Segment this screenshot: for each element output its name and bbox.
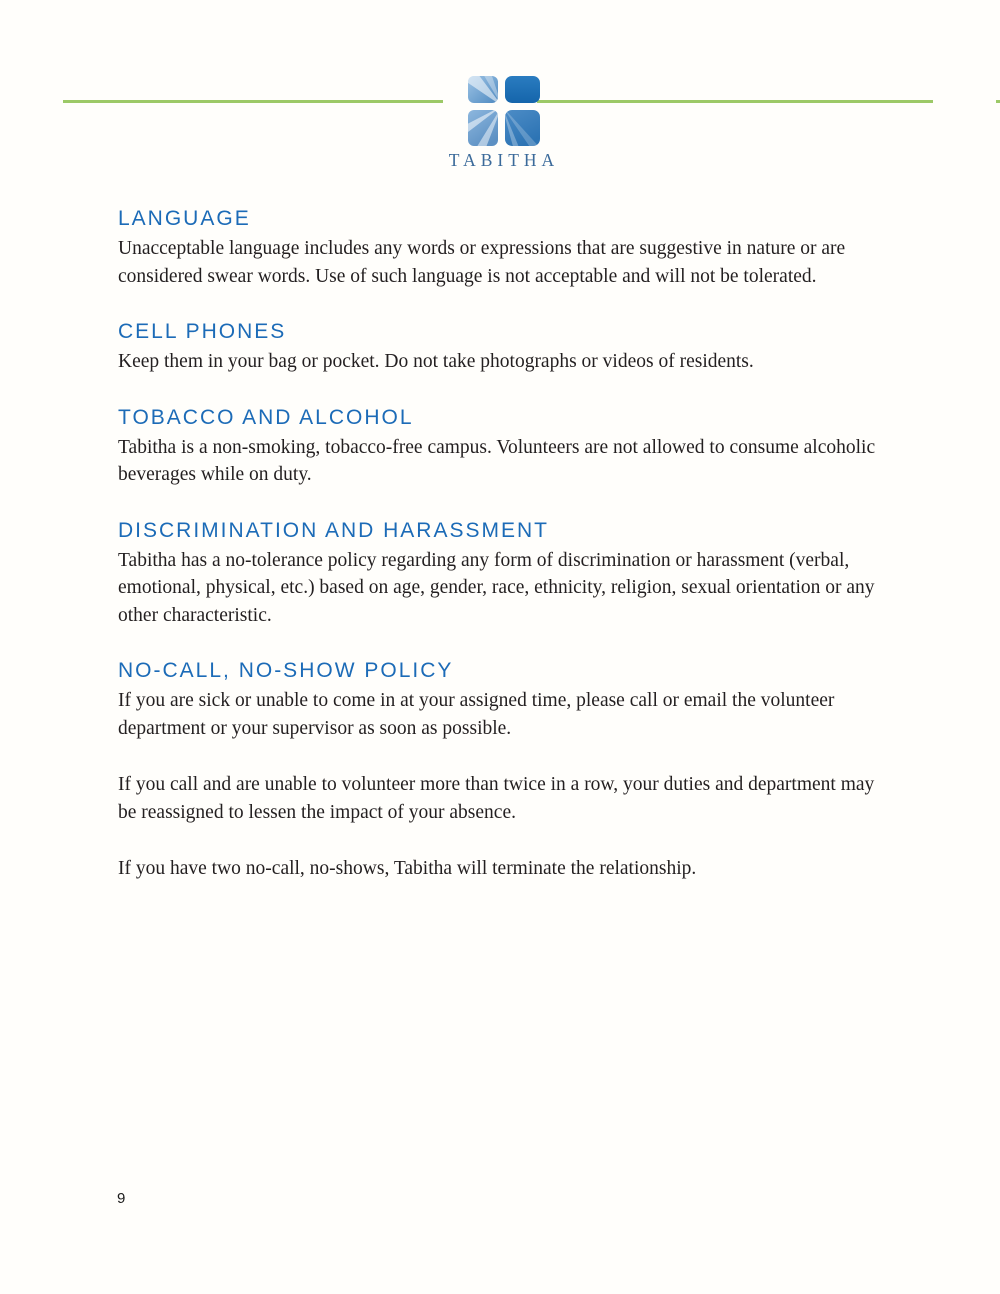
section-heading: TOBACCO AND ALCOHOL (118, 405, 414, 429)
section-discrimination-harassment (118, 519, 884, 630)
section-heading: DISCRIMINATION AND HARASSMENT (118, 518, 549, 542)
section-tobacco-alcohol (118, 406, 884, 489)
tabitha-wordmark: TABITHA (448, 150, 560, 170)
tabitha-logo-icon (468, 76, 540, 146)
section-paragraph: If you have two no-call, no-shows, Tabitha will terminate the relationship. (118, 858, 697, 879)
section-paragraph: Tabitha has a no-tolerance policy regarding any form of discrimination or harassment (verbal, emotional, physical, etc.) based on age, gender, race, ethnicity, religion, sexual orientation or any other characteristic. (118, 549, 875, 626)
header-rule-left (63, 100, 443, 103)
section-heading: NO-CALL, NO-SHOW POLICY (118, 659, 454, 682)
page-content (118, 207, 884, 913)
section-paragraph: If you are sick or unable to come in at your assigned time, please call or email the volunteer department or your supervisor as soon as possible. (118, 690, 835, 739)
section-paragraph: Keep them in your bag or pocket. Do not take photographs or videos of residents. (118, 351, 754, 372)
section-language (118, 207, 884, 290)
header-rule-right-fragment (996, 100, 1000, 103)
section-heading: LANGUAGE (118, 207, 251, 230)
page-number: 9 (117, 1190, 126, 1207)
section-paragraph: If you call and are unable to volunteer more than twice in a row, your duties and department may be reassigned to lessen the impact of your absence. (118, 774, 875, 823)
section-paragraph: Unacceptable language includes any words or expressions that are suggestive in nature or are considered swear words. Use of such language is not acceptable and will not be tolerated. (118, 238, 846, 287)
section-cell-phones (118, 320, 884, 376)
section-heading: CELL PHONES (118, 320, 287, 343)
header-rule-right (537, 100, 933, 103)
section-no-call-no-show (118, 659, 884, 883)
section-paragraph: Tabitha is a non-smoking, tobacco-free campus. Volunteers are not allowed to consume alcoholic beverages while on duty. (118, 436, 876, 485)
